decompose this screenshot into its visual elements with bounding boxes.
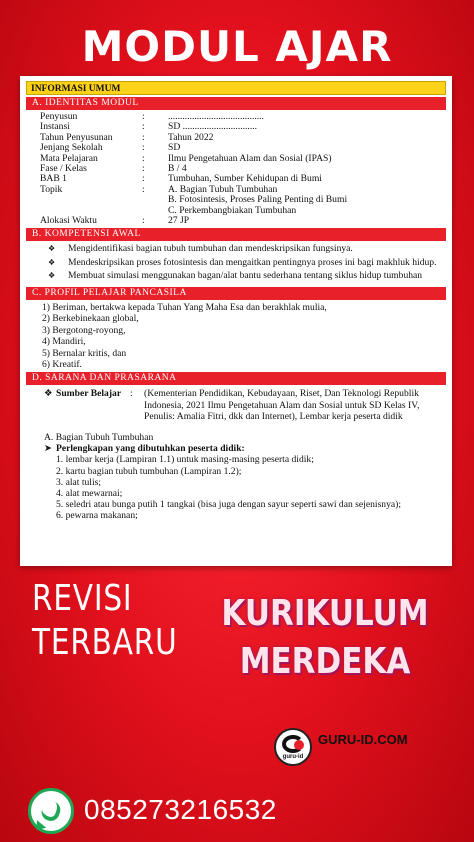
bagian-title: A. Bagian Tubuh Tumbuhan [44, 431, 154, 443]
phone-number: 085273216532 [84, 794, 277, 825]
identitas-row: Penyusun : ........................................ [40, 111, 264, 122]
section-identitas-header: A. IDENTITAS MODUL [26, 97, 446, 110]
list-item: 5) Bernalar kritis, dan [42, 347, 127, 359]
diamond-bullet-icon: ❖ [44, 388, 53, 400]
identitas-row: Mata Pelajaran : Ilmu Pengetahuan Alam dan Sosial (IPAS) [40, 152, 332, 164]
kurikulum-merdeka-text [209, 590, 441, 686]
sumber-colon: : [130, 388, 133, 400]
identitas-row: Alokasi Waktu : 27 JP [40, 214, 190, 226]
logo-small-text: guru-id [282, 754, 304, 760]
profil-list [26, 300, 446, 370]
sarana-block [26, 385, 446, 521]
list-item: ❖ Membuat simulasi menggunakan bagan/alat bantu sederhana tentang siklus hidup tumbuhan [48, 269, 423, 281]
list-item: 3) Bergotong-royong, [42, 324, 126, 336]
list-item: 2. kartu bagian tubuh tumbuhan (Lampiran 1.2); [56, 465, 242, 477]
checkmark-bullet-icon: ❖ [48, 244, 56, 254]
checkmark-bullet-icon: ❖ [48, 270, 56, 280]
perlengkapan-list [44, 454, 446, 521]
list-item: ❖ Mendeskripsikan proses fotosintesis dan mengaitkan pentingnya proses ini bagi makhluk hidup. [48, 256, 437, 268]
revisi-line: REVISI [32, 578, 133, 619]
list-item: 6. pewarna makanan; [56, 510, 138, 522]
list-item: 4. alat mewarnai; [56, 487, 123, 499]
section-sarana-header: D. SARANA DAN PRASARANA [26, 372, 446, 385]
checkmark-bullet-icon: ❖ [48, 257, 56, 267]
section-profil-header: C. PROFIL PELAJAR PANCASILA [26, 287, 446, 300]
info-umum-header: INFORMASI UMUM [26, 81, 446, 95]
list-item: 4) Mandiri, [42, 336, 86, 348]
arrow-bullet-icon: ➤ [44, 443, 53, 455]
list-item: 3. alat tulis; [56, 476, 102, 488]
identitas-row: Topik : A. Bagian Tubuh Tumbuhan [40, 183, 278, 195]
list-item: 5. seledri atau bunga putih 1 tangkai (bisa juga dengan sayur seperti sawi dan sejenisnya); [56, 499, 402, 511]
whatsapp-icon [28, 788, 74, 834]
guru-id-logo-icon [274, 728, 312, 766]
identitas-row: Instansi : SD ............................... [40, 121, 258, 133]
perlengkapan-title: Perlengkapan yang dibutuhkan peserta didik: [56, 443, 245, 455]
kurikulum-line: KURIKULUM [221, 593, 429, 634]
page-title: MODUL AJAR [81, 22, 393, 71]
revisi-terbaru-text [32, 577, 177, 665]
guru-id-logo [274, 728, 434, 768]
list-item: 6) Kreatif. [42, 358, 82, 370]
identitas-row: C. Perkembangbiakan Tumbuhan [168, 204, 297, 216]
list-item: 1. lembar kerja (Lampiran 1.1) untuk masing-masing peserta didik; [56, 454, 314, 466]
kompetensi-list [26, 241, 446, 285]
identitas-row: Jenjang Sekolah : SD [40, 142, 181, 154]
terbaru-line: TERBARU [32, 622, 178, 663]
list-item: 2) Berkebinekaan global, [42, 313, 139, 325]
module-document-preview [20, 76, 452, 566]
identitas-table [26, 110, 446, 226]
section-kompetensi-header: B. KOMPETENSI AWAL [26, 228, 446, 241]
merdeka-line: MERDEKA [239, 641, 411, 682]
identitas-row: Tahun Penyusunan : Tahun 2022 [40, 131, 214, 143]
logo-text: GURU-ID.COM [318, 732, 408, 747]
list-item: 1) Beriman, bertakwa kepada Tuhan Yang Maha Esa dan berakhlak mulia, [42, 301, 327, 313]
list-item: ❖ Mengidentifikasi bagian tubuh tumbuhan dan mendeskripsikan fungsinya. [48, 243, 353, 255]
identitas-row: B. Fotosintesis, Proses Paling Penting di Bumi [168, 194, 348, 206]
sumber-label: Sumber Belajar [56, 388, 122, 400]
sumber-text: (Kementerian Pendidikan, Kebudayaan, Riset, Dan Teknologi Republik Indonesia, 2021 Ilmu Pengetahuan Alam dan Sosial untuk SD Kelas IV, Penulis: Amalia Fitri, dkk dan Internet), Lembar kerja peserta didik [144, 388, 420, 422]
identitas-row: BAB 1 : Tumbuhan, Sumber Kehidupan di Bumi [40, 173, 322, 185]
identitas-row: Fase / Kelas : B / 4 [40, 162, 187, 174]
